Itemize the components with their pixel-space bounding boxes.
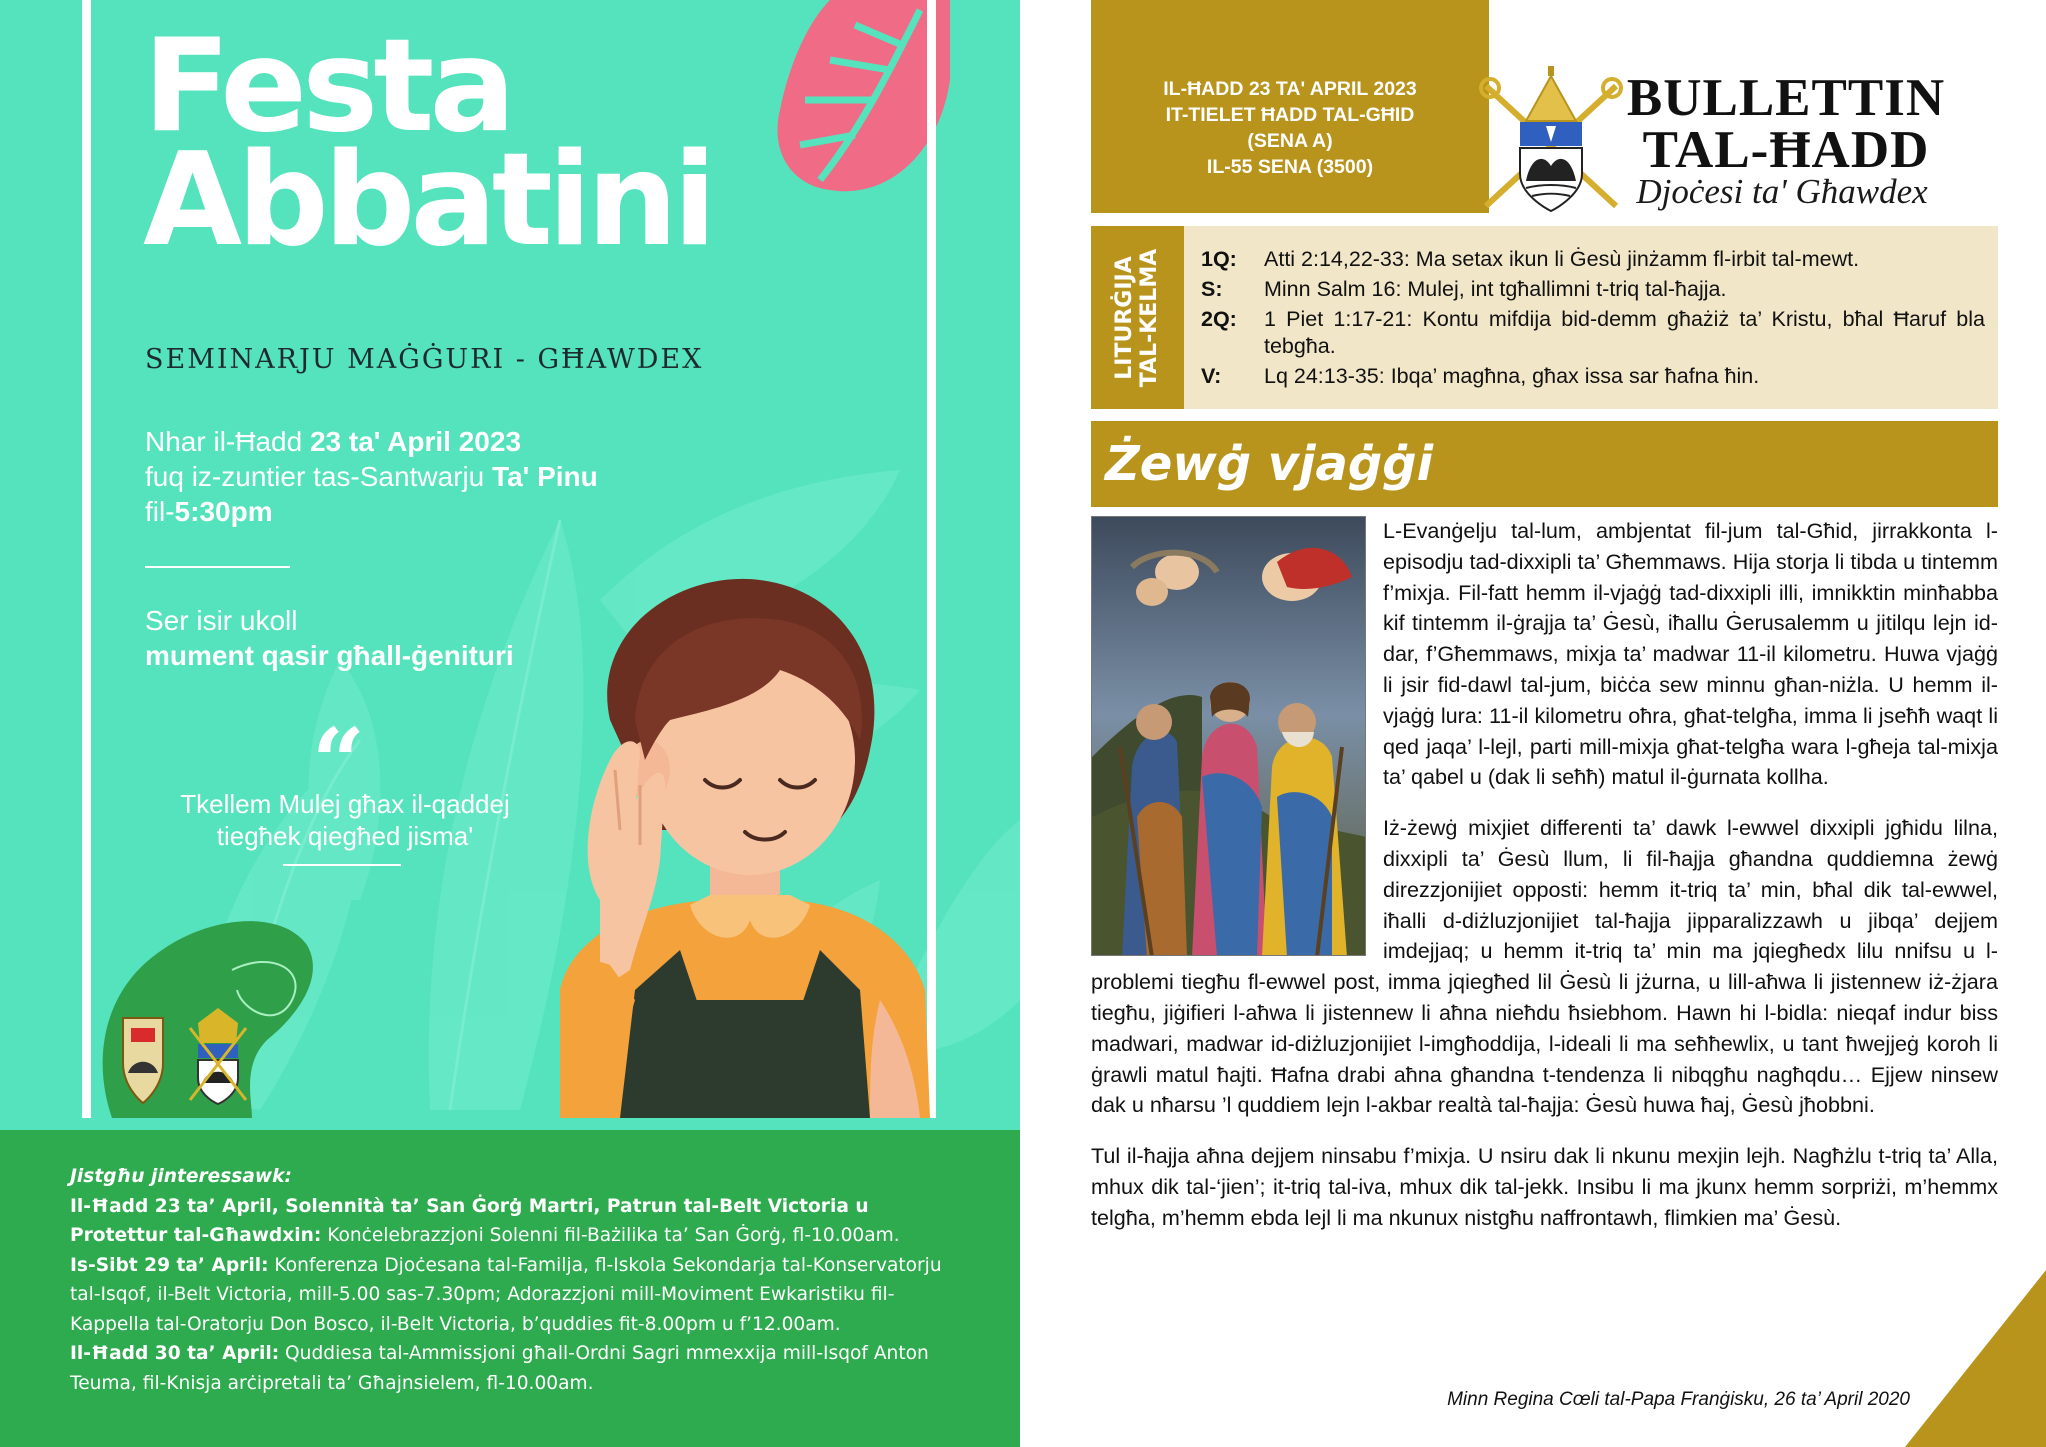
reading-item: S: Minn Salm 16: Mulej, int tgħallimni t-triq tal-ħajja. (1201, 277, 1727, 301)
reading-item: V: Lq 24:13-35: Ibqa’ magħna, għax issa sar ħafna ħin. (1201, 364, 1760, 388)
reading-item: 2Q: 1 Piet 1:17-21: Kontu mifdija bid-demm għażiż ta’ Kristu, bħal Ħaruf bla tebgħa. (1201, 307, 1985, 358)
pink-leaf-icon (770, 0, 950, 200)
article-paragraph: Tul il-ħajja aħna dejjem ninsabu f’mixja. U nsiru dak li nkunu mexjin lejh. Nagħżlu t-triq ta’ Alla, mhux dik tal-‘jien’; it-triq tal-iva, mhux dik tal-jekk. Insibu li ma jkunx hemm sorpriżi, m’hemmx telgħa, m’hemm ebda lejl li ma nkunux nistgħu naffrontawh, flimkien ma’ Ġesù. (1091, 1143, 1998, 1230)
poster-title: Festa Abbatini (143, 12, 712, 275)
liturgy-tab (1091, 226, 1184, 409)
liturgy-tab-label: LITURĠIJA TAL-KELMA (1112, 248, 1162, 388)
article-body (1091, 516, 1998, 1254)
divider-line (145, 566, 290, 568)
quote-mark-icon: “ (312, 708, 365, 816)
left-page (0, 0, 1020, 1447)
article-title-bar (1091, 421, 1998, 507)
event-item: Is-Sibt 29 ta’ April: Konferenza Djoċesana tal-Familja, fl-Iskola Sekondarja tal-Konservatorju tal-Isqof, il-Belt Victoria, mill-5.00 sas-7.30pm; Adorazzjoni mill-Moviment Ewkaristiku fil-Kappella tal-Oratorju Don Bosco, il-Belt Victoria, b’quddies fit-8.00pm u f’12.00am. (70, 1254, 942, 1335)
readings-list (1201, 246, 1985, 393)
seminary-logos-icon (118, 1008, 268, 1108)
frame-line-left (82, 0, 91, 1118)
parents-note: Ser isir ukoll mument qasir għall-ġenituri (145, 605, 514, 671)
listening-boy-illustration (540, 570, 930, 1118)
event-item: Il-Ħadd 30 ta’ April: Quddiesa tal-Ammissjoni għall-Ordni Sagri mmexxija mill-Isqof Anton Teuma, fil-Knisja arċipretali ta’ Għajnsielem, fl-10.00am. (70, 1343, 929, 1394)
events-panel (0, 1130, 1020, 1447)
emmaus-painting (1091, 516, 1366, 956)
bulletin-date-box: IL-ĦADD 23 TA' APRIL 2023 IT-TIELET ĦADD TAL-GĦID (SENA A) IL-55 SENA (3500) (1091, 0, 1489, 213)
gold-corner-triangle-icon (1905, 1270, 2046, 1447)
article-source: Minn Regina Cœli tal-Papa Franġisku, 26 ta’ April 2020 (1447, 1389, 1910, 1410)
poster-date-block: Nhar il-Ħadd 23 ta' April 2023 fuq iz-zuntier tas-Santwarju Ta' Pinu fil-5:30pm (145, 426, 598, 527)
poster-subtitle: SEMINARJU MAĠĠURI - GĦAWDEX (145, 344, 704, 375)
festa-poster (0, 0, 1020, 1130)
emmaus-painting-icon (1092, 517, 1366, 956)
quote-divider-line (283, 864, 401, 866)
article-paragraph: L-Evanġelju tal-lum, ambjentat fil-jum tal-Għid, jirrakkonta l-episodju tad-dixxipli ta’ Għemmaws. Hija storja li tibda u tintemm f’mixja. Fil-fatt hemm il-vjaġġ tad-dixxipli illi, imnikktin minħabba kif tintemm il-ġrajja ta’ Ġesù, iħallu Ġerusalemm u jitilqu lejn id-dar, f’Għemmaws, mixja ta’ madwar 11-il kilometru. Huwa vjaġġ li jsir fid-dawl tal-jum, biċċa sew minnu għan-niżla. U hemm il-vjaġġ lura: 11-il kilometru oħra, għat-telgħa, imma li jseħħ waqt li qed jaqa’ l-lejl, parti mill-mixja għat-telgħa wara l-għeja tal-mixja ta’ qabel u (dak li seħħ) matul il-ġurnata kollha. (1383, 518, 1998, 790)
diocese-crest-icon (1476, 66, 1626, 216)
event-item: Il-Ħadd 23 ta’ April, Solennità ta’ San Ġorġ Martri, Patrun tal-Belt Victoria u Protettur tal-Għawdxin: Konċelebrazzjoni Solenni fil-Bażilika ta’ San Ġorġ, fl-10.00am. (70, 1195, 900, 1246)
poster-quote: Tkellem Mulej għax il-qaddej tiegħek qiegħed jisma' (180, 789, 510, 851)
reading-item: 1Q: Atti 2:14,22-33: Ma setax ikun li Ġesù jinżamm fl-irbit tal-mewt. (1201, 247, 1860, 271)
diocese-name: Djoċesi ta' Għawdex (1636, 172, 1928, 211)
bulletin-title: BULLETTIN TAL-ĦADD (1626, 69, 1946, 179)
article-title: Żewġ vjaġġi (1105, 436, 1434, 492)
liturgy-box (1091, 226, 1998, 409)
article-paragraph: Iż-żewġ mixjiet differenti ta’ dawk l-ewwel dixxipli jgħidu lilna, dixxipli ta’ Ġesù llum, li fil-ħajja għandna quddiemna żewġ direzzjonijiet opposti: hemm it-triq ta’ min, bħal dik tal-ewwel, iħalli d-diżluzjonijiet tal-ħajja jipparalizzawh u jibqa’ dejjem imdejjaq; u hemm it-triq ta’ min ma jqiegħedx lilu nnifsu u l-problemi tiegħu fl-ewwel post, imma jqiegħed lil Ġesù li jżurna, u lill-aħwa li jistennew iż-żjara tiegħu, jiġifieri l-aħwa li jistennew li aħna nieħdu ħsiebhom. Hawn hi l-bidla: nieqaf indur biss madwari, madwar id-diżluzjonijiet l-imgħoddija, l-ideali li ma seħħewlix, u tant ħwejjeġ koroh li ġrawli matul ħajti. Ħafna drabi aħna għandna t-tendenza li nibqgħu nagħqdu… Ejjew ninsew dak u nħarsu ’l quddiem lejn l-akbar realtà tal-ħajja: Ġesù huwa ħaj, Ġesù jħobbni. (1091, 815, 1998, 1118)
events-heading: Jistgħu jinteressawk: (70, 1166, 292, 1187)
right-page (1020, 0, 2046, 1447)
